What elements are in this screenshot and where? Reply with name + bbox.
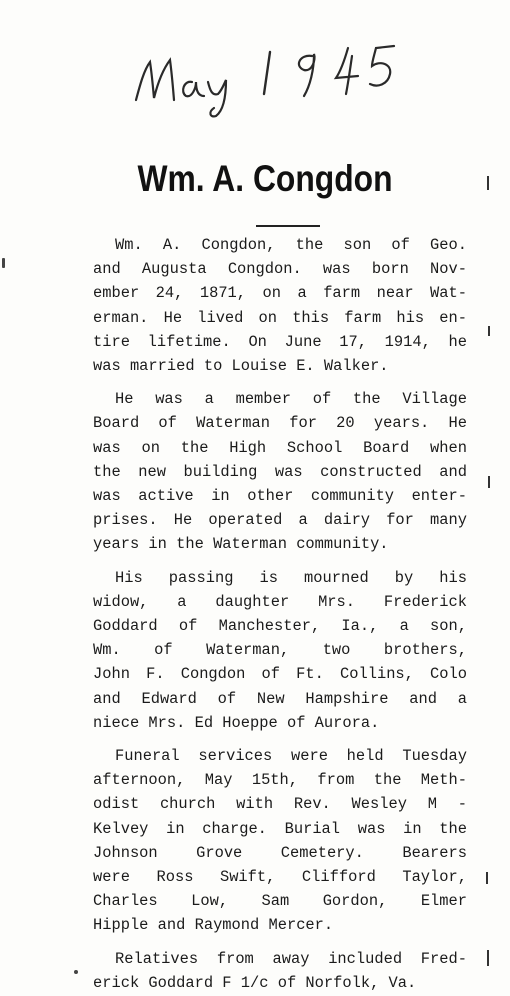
clipping-edge-mark	[487, 176, 489, 190]
text-line: erick Goddard F 1/c of Norfolk, Va.	[93, 973, 417, 992]
paragraph-1	[93, 233, 467, 378]
text-line: prises. He operated a dairy for many	[93, 511, 467, 530]
print-speck	[74, 970, 78, 974]
text-line: Wm. of Waterman, two brothers,	[93, 641, 467, 660]
text-line: was on the High School Board when	[93, 438, 467, 457]
print-speck	[2, 258, 5, 268]
text-line: He was a member of the Village	[115, 390, 467, 409]
clipping-edge-mark	[486, 872, 488, 884]
paragraph-5	[93, 947, 467, 995]
text-line: Charles Low, Sam Gordon, Elmer	[93, 892, 467, 911]
text-line: was married to Louise E. Walker.	[93, 357, 389, 376]
paragraph-4	[93, 744, 467, 938]
text-line: Goddard of Manchester, Ia., a son,	[93, 617, 467, 636]
text-line: and Edward of New Hampshire and a	[93, 689, 467, 708]
text-line: erman. He lived on this farm his en-	[93, 308, 467, 327]
text-line: Hipple and Raymond Mercer.	[93, 916, 334, 935]
text-line: niece Mrs. Ed Hoeppe of Aurora.	[93, 713, 380, 732]
handwritten-date-ink	[122, 30, 422, 120]
text-line: widow, a daughter Mrs. Frederick	[93, 592, 467, 611]
clipping-edge-mark	[487, 950, 489, 966]
text-line: Kelvey in charge. Burial was in the	[93, 819, 467, 838]
handwritten-date	[122, 30, 422, 120]
text-line: Wm. A. Congdon, the son of Geo.	[115, 236, 467, 254]
text-line: His passing is mourned by his	[115, 568, 467, 587]
text-line: were Ross Swift, Clifford Taylor,	[93, 868, 467, 887]
text-line: Board of Waterman for 20 years. He	[93, 414, 467, 433]
text-line: odist church with Rev. Wesley M -	[93, 795, 467, 814]
text-line: years in the Waterman community.	[93, 535, 389, 554]
headline-rule	[256, 225, 320, 227]
text-line: John F. Congdon of Ft. Collins, Colo	[93, 665, 467, 684]
text-line: afternoon, May 15th, from the Meth-	[93, 771, 467, 790]
headline: Wm. A. Congdon	[137, 158, 393, 199]
clipping-edge-mark	[488, 476, 490, 488]
paragraph-3	[93, 566, 467, 735]
text-line: tire lifetime. On June 17, 1914, he	[93, 332, 467, 351]
text-line: Johnson Grove Cemetery. Bearers	[93, 843, 467, 862]
text-line: Relatives from away included Fred-	[115, 949, 467, 968]
text-line: Funeral services were held Tuesday	[115, 747, 467, 766]
text-line: was active in other community enter-	[93, 487, 467, 506]
text-line: ember 24, 1871, on a farm near Wat-	[93, 284, 467, 303]
text-line: and Augusta Congdon. was born Nov-	[93, 260, 467, 279]
paragraph-2	[93, 387, 467, 556]
text-line: the new building was constructed and	[93, 462, 467, 481]
article-body	[93, 233, 467, 995]
clipping-edge-mark	[488, 326, 490, 336]
